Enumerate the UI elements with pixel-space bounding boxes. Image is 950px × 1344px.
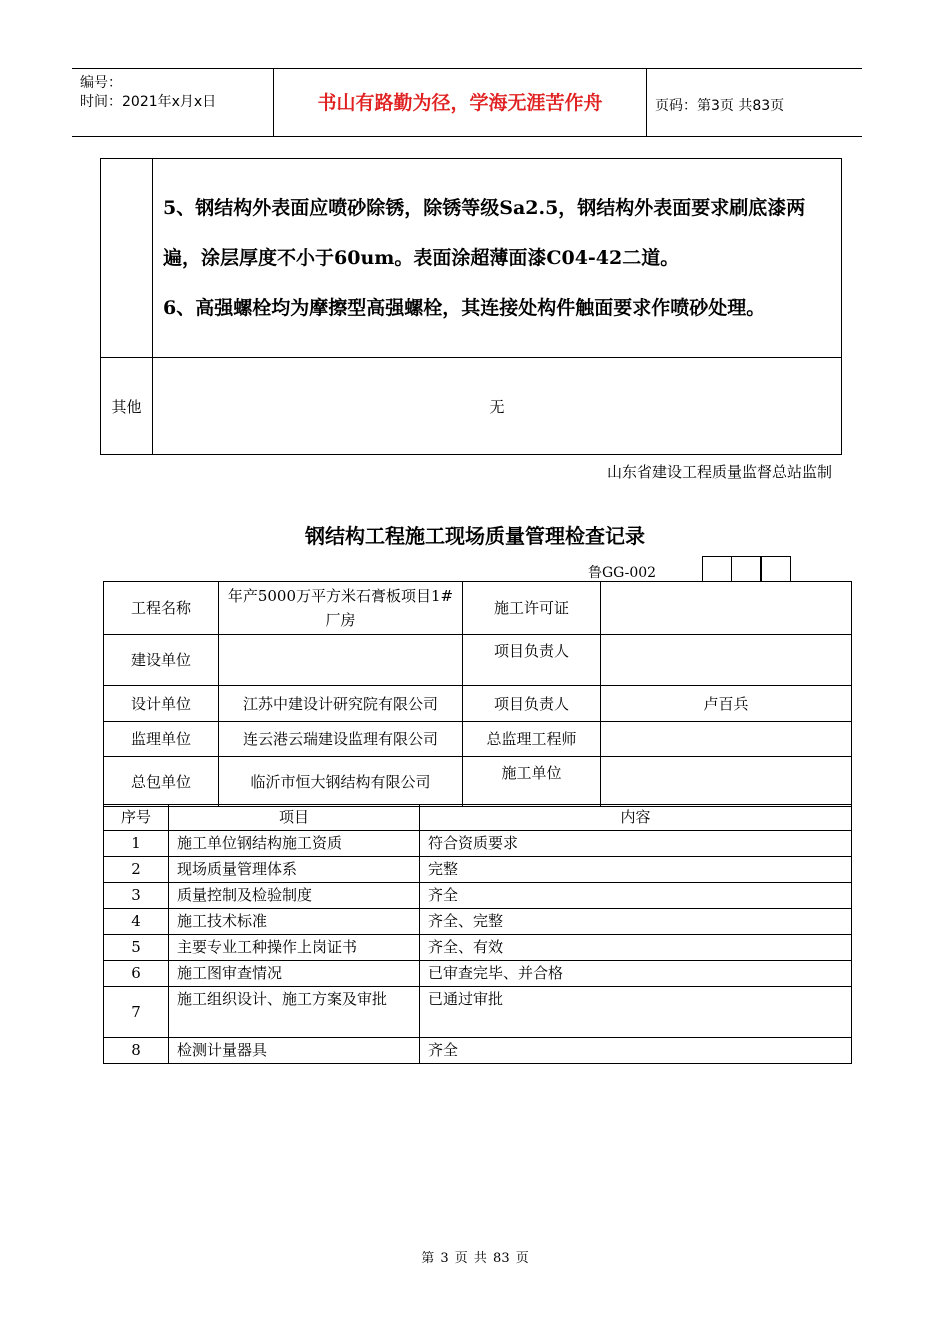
project-manager-value-2: 卢百兵 <box>601 686 852 722</box>
permit-label: 施工许可证 <box>463 582 601 635</box>
document-time: 时间：2021年x月x日 <box>80 94 217 110</box>
row-no: 6 <box>104 961 169 987</box>
chief-engineer-label: 总监理工程师 <box>463 722 601 757</box>
project-manager-label-1: 项目负责人 <box>463 635 601 686</box>
row-no: 1 <box>104 831 169 857</box>
document-number-label: 编号： <box>80 75 122 91</box>
header-bottom-rule <box>72 136 862 137</box>
supervisor-note: 山东省建设工程质量监督总站监制 <box>606 463 832 481</box>
info-table <box>103 581 852 807</box>
page-footer: 第 3 页 共 83 页 <box>421 1251 529 1266</box>
table-row <box>104 857 852 883</box>
row-item: 主要专业工种操作上岗证书 <box>169 935 420 961</box>
supervisor-value: 连云港云瑞建设监理有限公司 <box>219 722 463 757</box>
row-item: 现场质量管理体系 <box>169 857 420 883</box>
other-label: 其他 <box>101 358 153 455</box>
row-no: 5 <box>104 935 169 961</box>
constructor-value <box>601 757 852 807</box>
header-no: 序号 <box>104 805 169 831</box>
contractor-value: 临沂市恒大钢结构有限公司 <box>219 757 463 807</box>
code-box-1 <box>702 556 732 582</box>
table-row <box>104 935 852 961</box>
builder-value <box>219 635 463 686</box>
builder-label: 建设单位 <box>104 635 219 686</box>
check-table <box>103 804 852 1064</box>
header-top-rule <box>72 68 862 69</box>
row-no: 3 <box>104 883 169 909</box>
designer-label: 设计单位 <box>104 686 219 722</box>
project-manager-value-1 <box>601 635 852 686</box>
chief-engineer-value <box>601 722 852 757</box>
header-motto: 书山有路勤为径，学海无涯苦作舟 <box>317 92 603 114</box>
check-table-header <box>104 805 852 831</box>
page-code: 页码：第3页 共83页 <box>655 98 785 114</box>
code-box-2 <box>731 556 761 582</box>
header-content: 内容 <box>420 805 852 831</box>
other-value: 无 <box>153 358 842 455</box>
row-item: 施工组织设计、施工方案及审批 <box>169 987 420 1038</box>
project-name-label: 工程名称 <box>104 582 219 635</box>
notes-table <box>100 158 842 455</box>
row-content: 齐全 <box>420 883 852 909</box>
row-no: 7 <box>104 987 169 1038</box>
table-row <box>104 1038 852 1064</box>
header-divider-right <box>646 68 647 136</box>
contractor-label: 总包单位 <box>104 757 219 807</box>
form-code: 鲁GG-002 <box>588 565 657 581</box>
row-item: 施工技术标准 <box>169 909 420 935</box>
header-item: 项目 <box>169 805 420 831</box>
row-content: 已审查完毕、并合格 <box>420 961 852 987</box>
row-no: 2 <box>104 857 169 883</box>
row-item: 质量控制及检验制度 <box>169 883 420 909</box>
form-title: 钢结构工程施工现场质量管理检查记录 <box>305 524 645 548</box>
note-item-5: 5、钢结构外表面应喷砂除锈，除锈等级Sa2.5，钢结构外表面要求刷底漆两遍，涂层厚度不小于60um。表面涂超薄面漆C04-42二道。 <box>163 197 806 269</box>
row-item: 检测计量器具 <box>169 1038 420 1064</box>
row-content: 完整 <box>420 857 852 883</box>
supervisor-label: 监理单位 <box>104 722 219 757</box>
code-box-3 <box>761 556 791 582</box>
row-content: 已通过审批 <box>420 987 852 1038</box>
row-no: 8 <box>104 1038 169 1064</box>
row-content: 齐全、有效 <box>420 935 852 961</box>
table-row <box>104 987 852 1038</box>
row-content: 齐全、完整 <box>420 909 852 935</box>
table-row <box>104 909 852 935</box>
row-item: 施工图审查情况 <box>169 961 420 987</box>
table-row <box>104 961 852 987</box>
table-row <box>104 831 852 857</box>
project-name-value: 年产5000万平方米石膏板项目1#厂房 <box>219 582 463 635</box>
note-item-6: 6、高强螺栓均为摩擦型高强螺栓，其连接处构件触面要求作喷砂处理。 <box>163 297 766 319</box>
designer-value: 江苏中建设计研究院有限公司 <box>219 686 463 722</box>
row-content: 齐全 <box>420 1038 852 1064</box>
notes-cell <box>153 159 842 358</box>
row-item: 施工单位钢结构施工资质 <box>169 831 420 857</box>
row-content: 符合资质要求 <box>420 831 852 857</box>
table-row <box>104 883 852 909</box>
row-no: 4 <box>104 909 169 935</box>
project-manager-label-2: 项目负责人 <box>463 686 601 722</box>
notes-blank-cell <box>101 159 153 358</box>
constructor-label: 施工单位 <box>463 757 601 807</box>
permit-value <box>601 582 852 635</box>
